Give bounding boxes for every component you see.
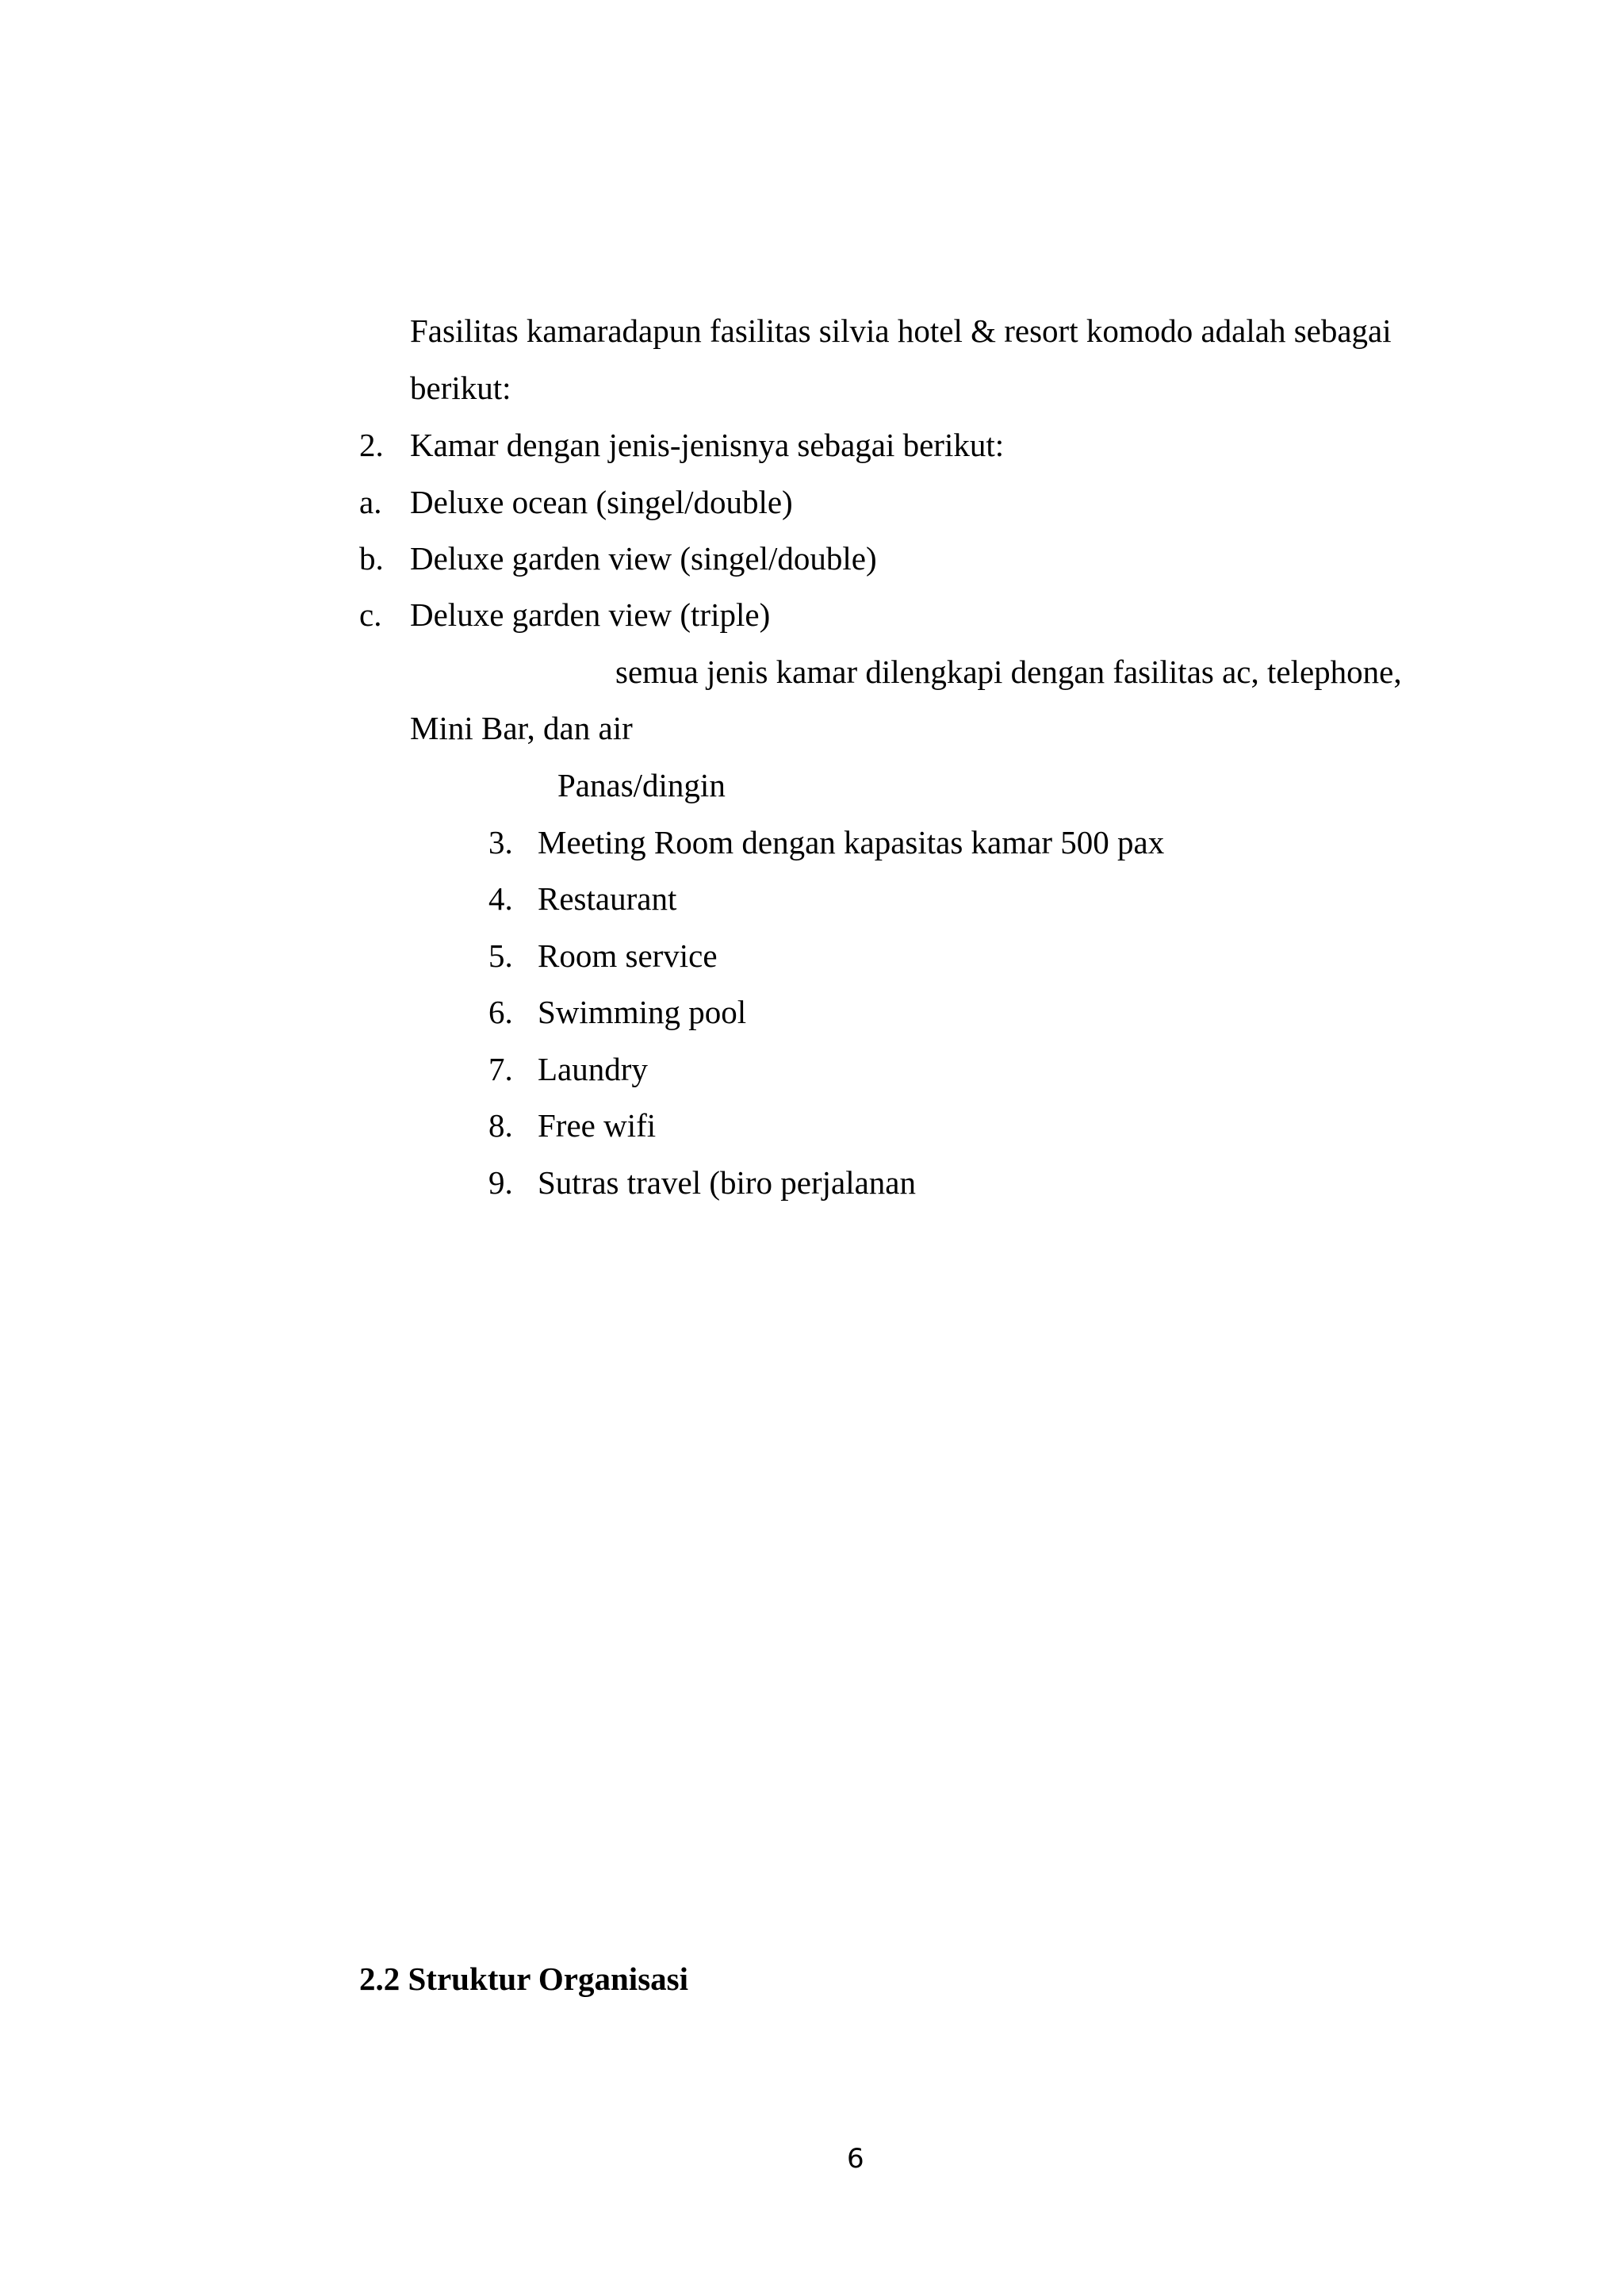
facility-item-9: Sutras travel (biro perjalanan [538, 1164, 917, 1201]
room-item-marker-b: b. [359, 540, 384, 577]
facility-number-9: 9. [488, 1164, 513, 1201]
facility-item-6: Swimming pool [538, 994, 747, 1030]
facility-number-3: 3. [488, 824, 513, 861]
facility-item-3: Meeting Room dengan kapasitas kamar 500 pax [538, 824, 1165, 861]
intro-line-2: berikut: [410, 370, 511, 406]
facility-number-6: 6. [488, 994, 513, 1030]
room-note-line-3: Panas/dingin [557, 767, 726, 803]
room-note-line-2: Mini Bar, dan air [410, 710, 633, 746]
room-item-marker-a: a. [359, 484, 382, 520]
room-section-text: Kamar dengan jenis-jenisnya sebagai berikut: [410, 427, 1005, 463]
facility-item-5: Room service [538, 937, 718, 974]
facility-number-7: 7. [488, 1051, 513, 1087]
facility-item-8: Free wifi [538, 1107, 657, 1144]
section-heading: 2.2 Struktur Organisasi [359, 1961, 689, 1997]
facility-item-4: Restaurant [538, 880, 677, 917]
room-item-c: Deluxe garden view (triple) [410, 596, 771, 633]
room-section-number: 2. [359, 427, 384, 463]
room-note-line-1: semua jenis kamar dilengkapi dengan fasilitas ac, telephone, [615, 654, 1402, 690]
page-number: 6 [847, 2143, 864, 2175]
facility-number-8: 8. [488, 1107, 513, 1144]
facility-number-5: 5. [488, 937, 513, 974]
room-item-a: Deluxe ocean (singel/double) [410, 484, 793, 520]
room-item-marker-c: c. [359, 596, 382, 633]
facility-number-4: 4. [488, 880, 513, 917]
room-item-b: Deluxe garden view (singel/double) [410, 540, 877, 577]
facility-item-7: Laundry [538, 1051, 648, 1087]
intro-line-1: Fasilitas kamaradapun fasilitas silvia hotel & resort komodo adalah sebagai [410, 312, 1392, 349]
